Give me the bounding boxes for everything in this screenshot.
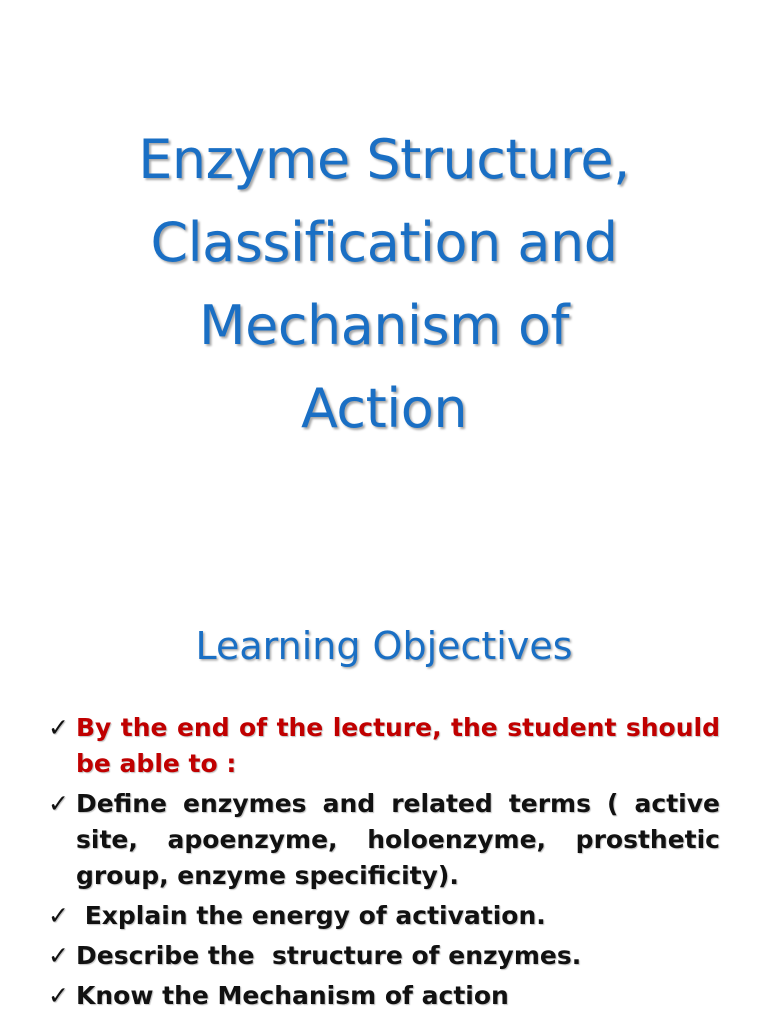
objective-text: By the end of the lecture, the student should be able to :: [76, 713, 720, 778]
main-title: [40, 118, 728, 450]
objective-text: Describe the structure of enzymes.: [76, 941, 582, 970]
objective-item: [48, 978, 720, 1014]
objective-item: [48, 938, 720, 974]
check-icon: ✓: [48, 789, 69, 818]
objective-item: [48, 898, 720, 934]
objectives-slide: [0, 600, 768, 1024]
objective-text: Know the Mechanism of action: [76, 981, 509, 1010]
objective-text: Explain the energy of activation.: [76, 901, 546, 930]
check-icon: ✓: [48, 941, 69, 970]
objectives-heading: Learning Objectives: [195, 624, 573, 668]
check-icon: ✓: [48, 901, 69, 930]
objective-text: Define enzymes and related terms ( active site, apoenzyme, holoenzyme, prosthetic group, enzyme specificity).: [76, 789, 720, 890]
objective-item: [48, 710, 720, 782]
title-line: Enzyme Structure,: [138, 128, 630, 191]
objectives-list: [48, 710, 720, 1018]
objective-item: [48, 786, 720, 894]
title-line: Mechanism of: [199, 294, 569, 357]
title-line: Action: [300, 377, 468, 440]
check-icon: ✓: [48, 981, 69, 1010]
title-line: Classification and: [150, 211, 618, 274]
check-icon: ✓: [48, 713, 69, 742]
